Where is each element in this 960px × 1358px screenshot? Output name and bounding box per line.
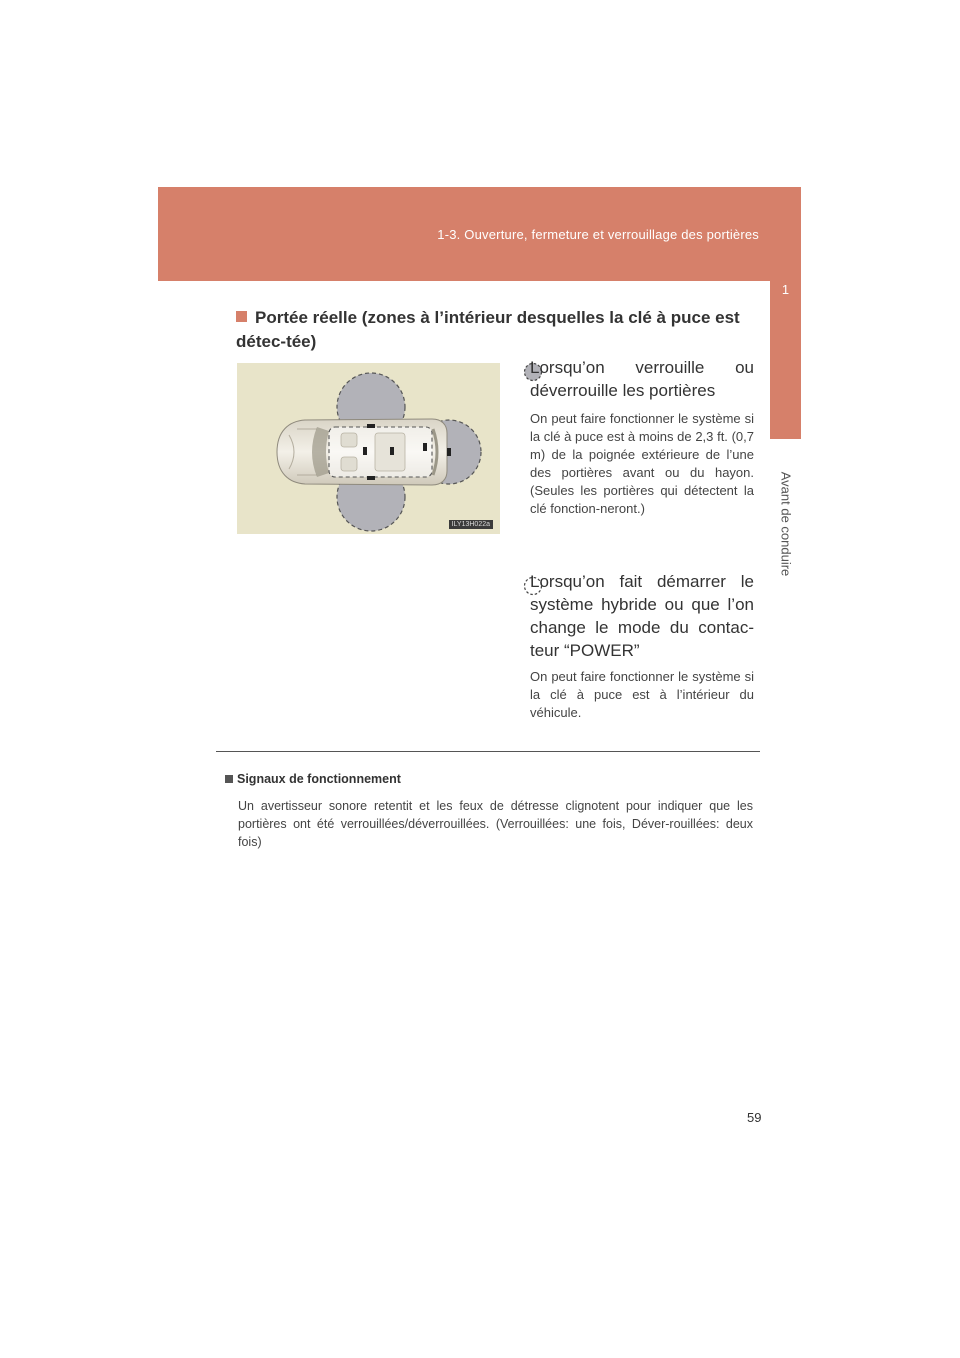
section-heading [236,306,760,354]
page-number: 59 [747,1110,762,1125]
square-bullet-icon [236,311,247,322]
note-heading [225,772,401,786]
antenna-front-interior [363,447,367,455]
section-heading-text: Portée réelle (zones à l’intérieur desquelles la clé à puce est détec-tée) [236,308,740,351]
section-divider [216,751,760,752]
note-heading-text: Signaux de fonctionnement [237,772,401,786]
chapter-number: 1 [781,282,790,297]
antenna-hatch [447,448,451,456]
square-bullet-icon [225,775,233,783]
chapter-label: Avant de conduire [778,471,794,577]
car-top-view-illustration [237,363,500,534]
chapter-tab [770,187,801,439]
header-band [158,187,801,281]
legend-start-description: On peut faire fonctionner le système si la clé à puce est à l’intérieur du véhicule. [530,669,754,720]
section-title: 1-3. Ouverture, fermeture et verrouillage des portières [437,227,759,242]
antenna-rear-interior [423,443,427,451]
note-body: Un avertisseur sonore retentit et les feux de détresse clignotent pour indiquer que les portières ont été verrouillées/déverrouillées. (Verrouillées: une fois, Déver-rouillées: deux fois) [238,799,753,849]
legend-lock-title: Lorsqu’on verrouille ou déverrouille les portières [530,358,754,400]
antenna-driver-door [367,424,375,428]
detection-range-figure [237,363,500,534]
antenna-middle-interior [390,447,394,455]
antenna-passenger-door [367,476,375,480]
legend-lock-description: On peut faire fonctionner le système si la clé à puce est à moins de 2,3 ft. (0,7 m) de la poignée extérieure de l’une des portières avant ou du hayon. (Seules les portières qui détectent la clé fonction-neront.) [530,411,754,516]
legend-start-title: Lorsqu’on fait démarrer le système hybride ou que l’on change le mode du contac-teur “POWER” [530,572,754,660]
figure-code: ILY13H022a [449,520,493,529]
